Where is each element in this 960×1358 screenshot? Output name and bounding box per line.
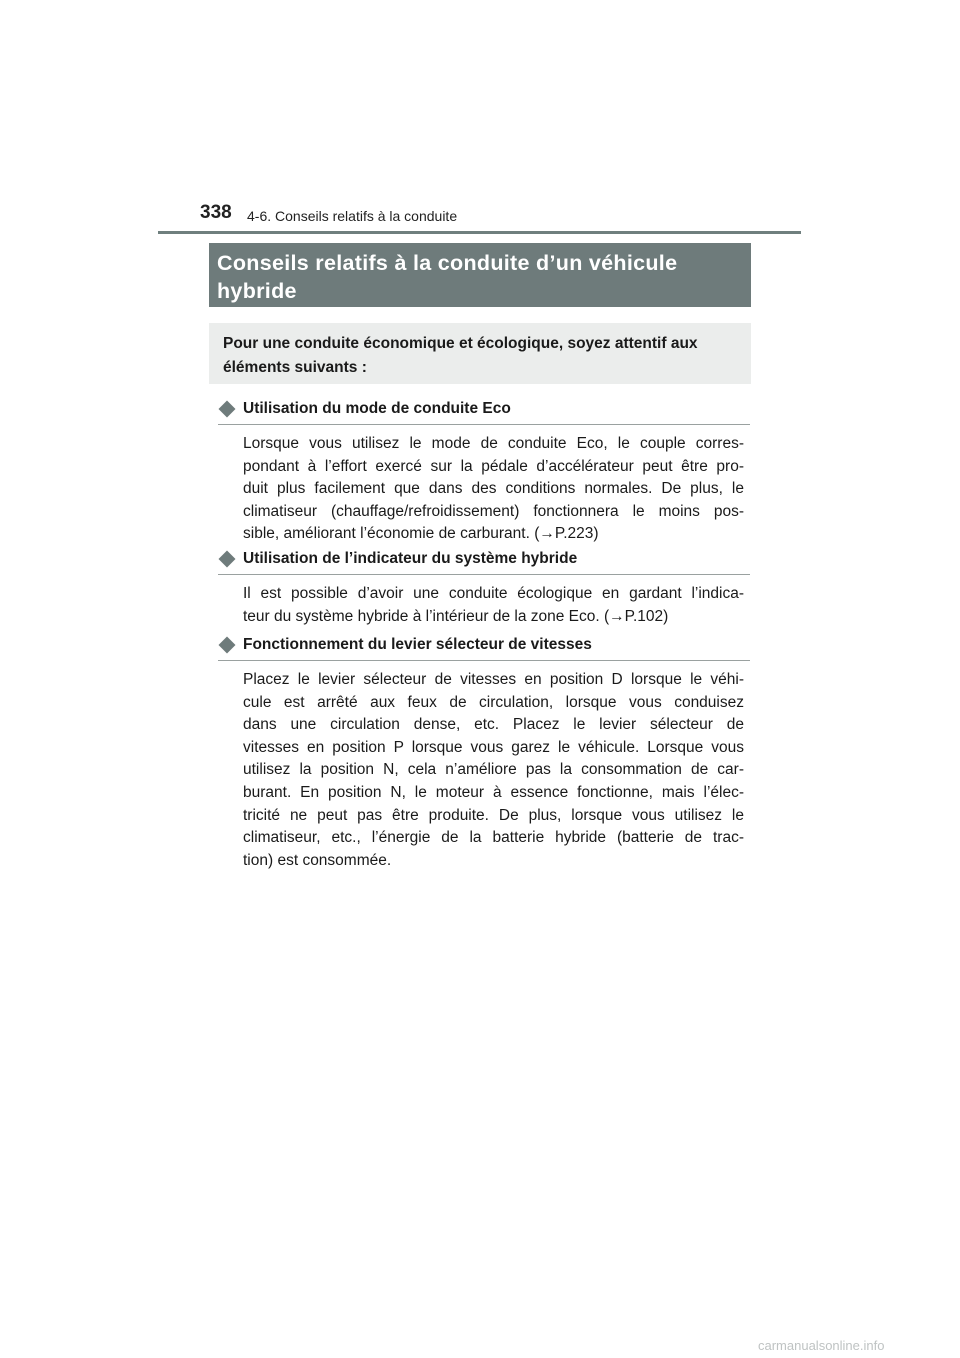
body-line: Lorsque vous utilisez le mode de conduite Eco, le couple corres- [243,435,744,452]
body-line: dans une circulation dense, etc. Placez le levier sélecteur de [243,716,744,734]
body-line: duit plus facilement que dans des conditions normales. De plus, le [243,480,744,498]
section-body [243,433,744,546]
section-heading [218,547,750,575]
body-line: teur du système hybride à l’intérieur de la zone Eco. (→P.102) [243,607,669,625]
section-heading-text: Utilisation de l’indicateur du système hybride [243,550,578,567]
section-eco-mode [218,397,750,546]
intro-line-2: éléments suivants : [223,359,367,376]
diamond-bullet-icon [219,401,236,418]
page-title-line-1: Conseils relatifs à la conduite d’un véhicule [217,251,678,275]
page-number: 338 [200,202,232,223]
body-line: utilisez la position N, cela n’améliore pas la consommation de car- [243,761,744,779]
section-body [243,583,744,628]
body-line: climatiseur, etc., l’énergie de la batterie hybride (batterie de trac- [243,829,744,847]
title-block [209,243,751,307]
body-line: tricité ne peut pas être produite. De plus, lorsque vous utilisez le [243,806,744,824]
body-line: cule est arrêté aux feux de circulation, lorsque vous conduisez [243,693,744,711]
body-line: sible, améliorant l’économie de carburant. (→P.223) [243,525,599,543]
header-rule [158,231,801,234]
body-line: climatiseur (chauffage/refroidissement) fonctionnera le moins pos- [243,502,744,520]
section-hybrid-indicator [218,547,750,628]
section-shift-lever [218,633,750,872]
section-heading-text: Fonctionnement du levier sélecteur de vitesses [243,636,592,653]
intro-box [209,323,751,384]
intro-line-1: Pour une conduite économique et écologique, soyez attentif aux [223,335,698,352]
section-heading-text: Utilisation du mode de conduite Eco [243,400,511,417]
body-line: pondant à l’effort exercé sur la pédale d’accélérateur peut être pro- [243,457,744,475]
section-heading [218,633,750,661]
diamond-bullet-icon [219,637,236,654]
body-line: burant. En position N, le moteur à essence fonctionne, mais l’élec- [243,783,744,801]
body-line: Placez le levier sélecteur de vitesses en position D lorsque le véhi- [243,671,744,688]
watermark: carmanualsonline.info [758,1338,885,1353]
body-line: Il est possible d’avoir une conduite écologique en gardant l’indica- [243,585,744,602]
body-line: vitesses en position P lorsque vous garez le véhicule. Lorsque vous [243,738,744,756]
page-title-line-2: hybride [217,279,297,303]
diamond-bullet-icon [219,551,236,568]
section-body [243,669,744,872]
running-head: 4-6. Conseils relatifs à la conduite [247,208,458,224]
body-line: tion) est consommée. [243,851,392,869]
section-heading [218,397,750,425]
